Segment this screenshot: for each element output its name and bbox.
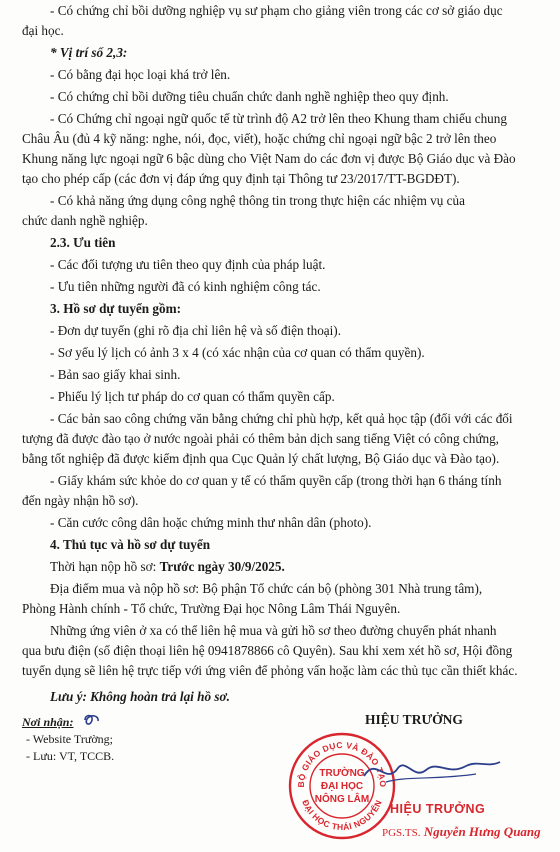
stamp-title: HIỆU TRƯỞNG: [390, 802, 486, 816]
note-line: Lưu ý: Không hoàn trả lại hồ sơ.: [50, 689, 230, 704]
text-line: - Bản sao giấy khai sinh.: [50, 367, 181, 382]
section-heading: 4. Thủ tục và hồ sơ dự tuyển: [50, 537, 211, 552]
signer-prefix: PGS.TS.: [382, 827, 421, 839]
text-line: chức danh nghề nghiệp.: [22, 213, 148, 228]
text-line: - Sơ yếu lý lịch có ảnh 3 x 4 (có xác nhận của cơ quan có thẩm quyền).: [50, 345, 425, 360]
deadline-line: [50, 558, 538, 576]
recipient-item: - Website Trường;: [26, 732, 114, 746]
text-line: - Ưu tiên những người đã có kinh nghiệm công tác.: [50, 279, 321, 294]
text-line: đến ngày nhận hồ sơ).: [22, 493, 139, 508]
text-line: Khung năng lực ngoại ngữ 6 bậc dùng cho Việt Nam do các đơn vị được Bộ Giáo dục và Đào: [22, 151, 516, 166]
text-line: Những ứng viên ở xa có thể liên hệ mua và gửi hồ sơ theo đường chuyển phát nhanh: [50, 623, 497, 638]
text-line: - Có Chứng chỉ ngoại ngữ quốc tế từ trình độ A2 trở lên theo Khung tham chiếu chung: [50, 111, 507, 126]
seal-ring-top: BỘ GIÁO DỤC VÀ ĐÀO TẠO: [295, 739, 389, 788]
seal-line: ĐẠI HỌC: [320, 781, 364, 792]
seal-ring-bottom: ĐẠI HỌC THÁI NGUYÊN: [300, 798, 384, 833]
text-line: tạo cho phép cấp (các đơn vị đáp ứng quy định tại Thông tư 23/2017/TT-BGDĐT).: [22, 171, 460, 186]
text-line: - Có chứng chỉ bồi dưỡng tiêu chuẩn chức danh nghề nghiệp theo quy định.: [50, 89, 449, 104]
text-line: bằng tốt nghiệp đã được kiểm định qua Cục Quản lý chất lượng, Bộ Giáo dục và Đào tạo).: [22, 451, 500, 466]
text-line: đại học.: [22, 23, 64, 38]
signature-heading: HIỆU TRƯỞNG: [365, 712, 463, 727]
recipients-title: Nơi nhận:: [22, 715, 74, 729]
signer-name: Nguyễn Hưng Quang: [423, 824, 541, 839]
handwritten-signature-icon: [356, 746, 506, 796]
recipients-block: [22, 714, 222, 765]
text-line: Châu Âu (đủ 4 kỹ năng: nghe, nói, đọc, viết), hoặc chứng chỉ ngoại ngữ bậc 2 trở lên theo: [22, 131, 497, 146]
deadline-value: Trước ngày 30/9/2025.: [159, 559, 285, 574]
initial-mark-icon: [82, 712, 102, 728]
text-line: - Đơn dự tuyển (ghi rõ địa chỉ liên hệ và số điện thoại).: [50, 323, 341, 338]
signer-line: [382, 824, 541, 840]
text-line: tuyển dụng sẽ liên hệ trực tiếp với ứng viên để phỏng vấn hoặc làm các thủ tục cần thiết khác.: [22, 663, 518, 678]
text-line: - Căn cước công dân hoặc chứng minh thư nhân dân (photo).: [50, 515, 372, 530]
text-line: tượng đã được đào tạo ở nước ngoài phải có thêm bản dịch sang tiếng Việt có công chứng,: [22, 431, 499, 446]
text-line: Địa điểm mua và nộp hồ sơ: Bộ phận Tổ chức cán bộ (phòng 301 Nhà trung tâm),: [50, 581, 483, 596]
text-line: - Có khả năng ứng dụng công nghệ thông tin trong thực hiện các nhiệm vụ của: [50, 193, 465, 208]
seal-line: TRƯỜNG: [319, 768, 365, 779]
recipient-item: - Lưu: VT, TCCB.: [26, 749, 115, 763]
text-line: - Có chứng chỉ bồi dưỡng nghiệp vụ sư phạm cho giảng viên trong các cơ sở giáo dục: [50, 3, 503, 18]
section-heading: 3. Hồ sơ dự tuyển gồm:: [50, 301, 181, 316]
text-line: - Các đối tượng ưu tiên theo quy định của pháp luật.: [50, 257, 326, 272]
signature-block: [286, 706, 546, 852]
text-line: - Giấy khám sức khỏe do cơ quan y tế có thẩm quyền cấp (trong thời hạn 6 tháng tính: [50, 473, 502, 488]
text-line: qua bưu điện (số điện thoại liên hệ 0941878866 cô Quyên). Sau khi xem xét hồ sơ, Hội đồng: [22, 643, 513, 658]
text-line: - Có bằng đại học loại khá trở lên.: [50, 67, 231, 82]
seal-line: NÔNG LÂM: [314, 794, 370, 805]
text-line: Phòng Hành chính - Tổ chức, Trường Đại học Nông Lâm Thái Nguyên.: [22, 601, 401, 616]
deadline-label: Thời hạn nộp hồ sơ:: [50, 559, 160, 574]
section-heading: * Vị trí số 2,3:: [50, 45, 128, 60]
section-heading: 2.3. Ưu tiên: [50, 235, 116, 250]
text-line: - Các bản sao công chứng văn bằng chứng chỉ phù hợp, kết quả học tập (đối với các đối: [50, 411, 513, 426]
text-line: - Phiếu lý lịch tư pháp do cơ quan có thẩm quyền cấp.: [50, 389, 335, 404]
